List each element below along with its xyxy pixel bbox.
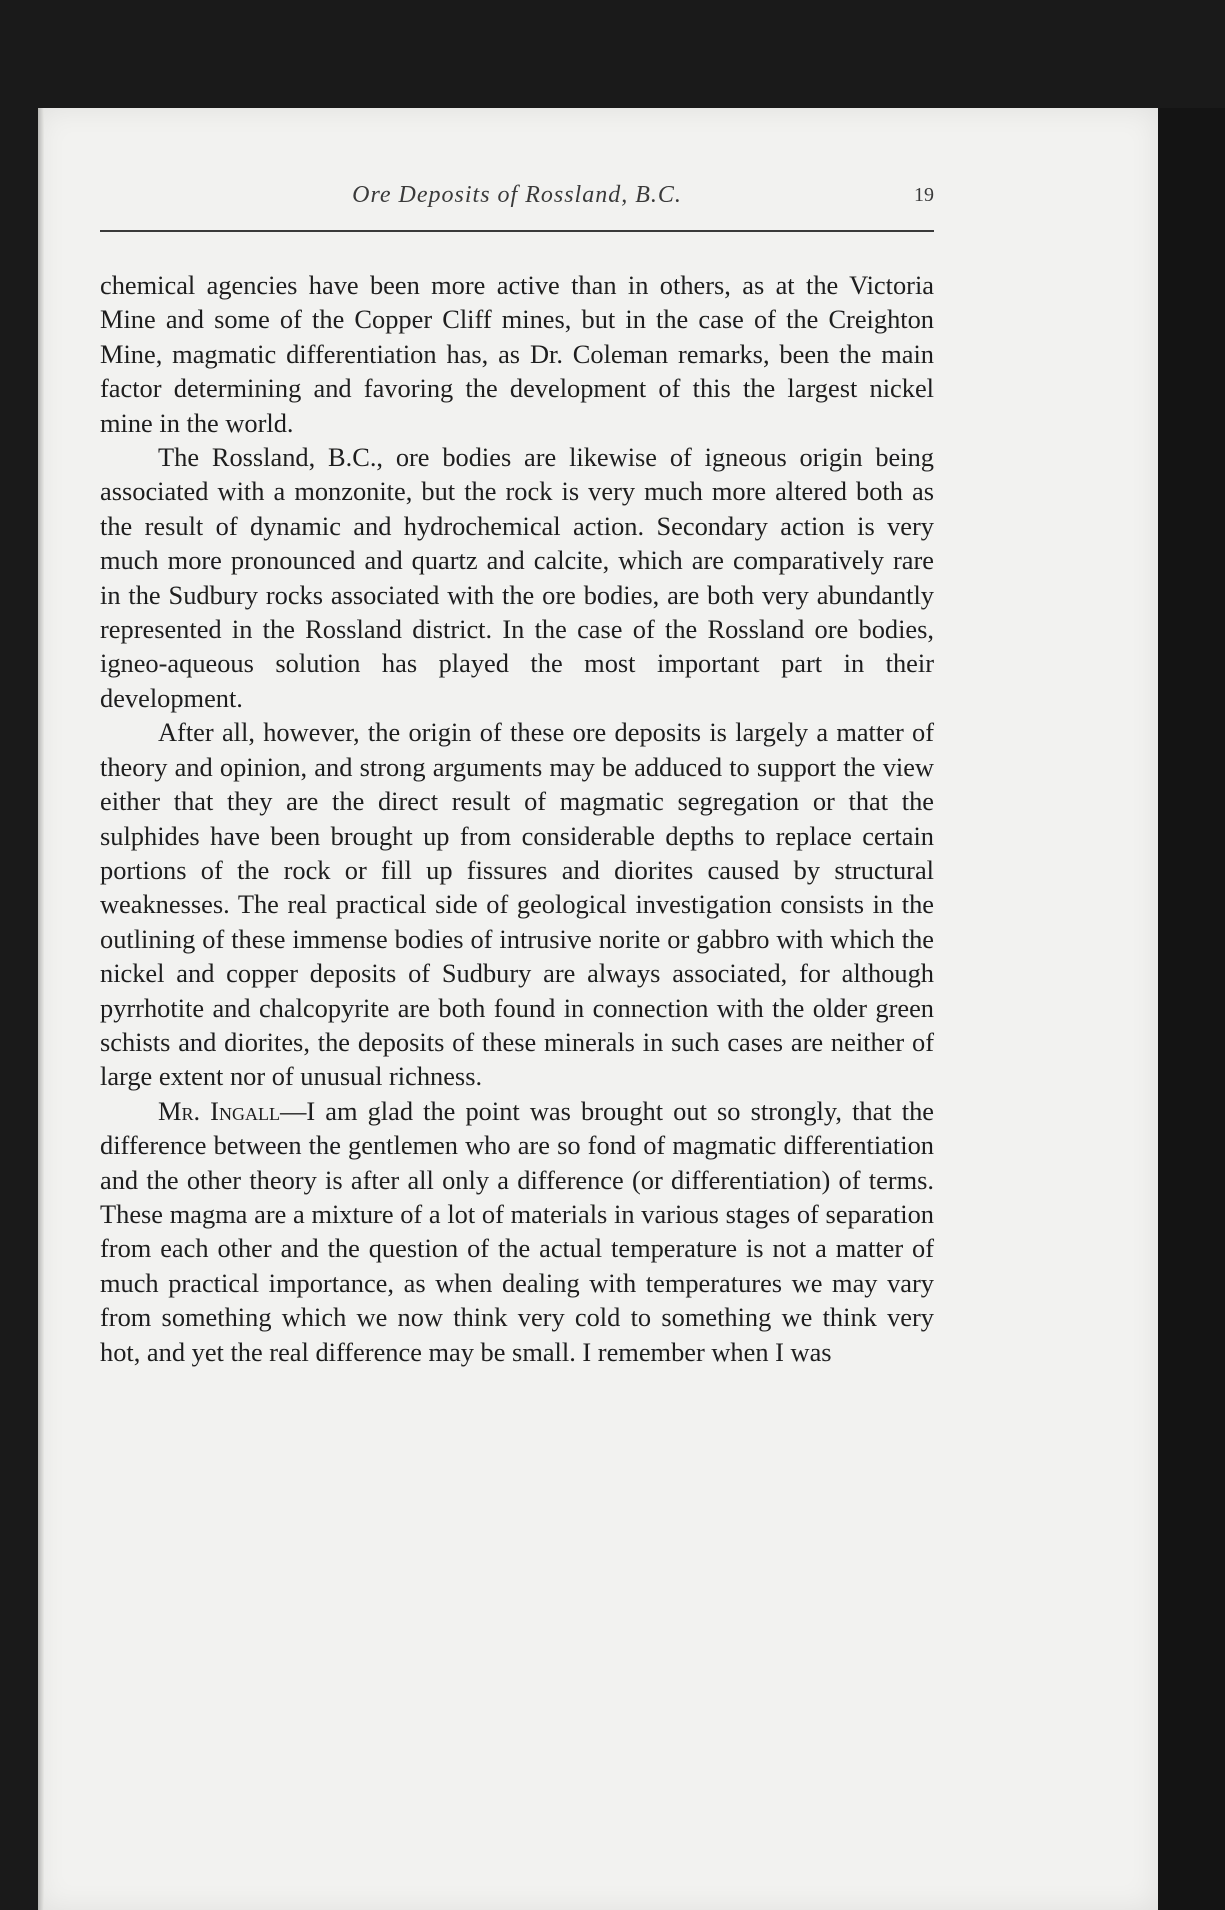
speaker-name: Mr. Ingall [158,1095,280,1126]
paragraph-4 [100,1094,934,1369]
scan-margin-dark [1158,108,1225,1910]
body-text [100,268,934,1369]
running-title: Ore Deposits of Rossland, B.C. [352,182,682,208]
page-binding-edge [38,108,44,1910]
paragraph-2: The Rossland, B.C., ore bodies are likewise of igneous origin being associated with a monzonite, but the rock is very much more altered both as the result of dynamic and hydrochemical action. Secondary action is very much more pronounced and quartz and calcite, which are comparatively rare in the Sudbury rocks associated with the ore bodies, are both very abundantly represented in the Rossland district. In the case of the Rossland ore bodies, igneo-aqueous solution has played the most important part in their development. [100,442,934,713]
paragraph-3: After all, however, the origin of these ore deposits is largely a matter of theory and opinion, and strong arguments may be adduced to support the view either that they are the direct result of magmatic segregation or that the sulphides have been brought up from considerable depths to replace certain portions of the rock or fill up fissures and diorites caused by structural weaknesses. The real practical side of geological investigation consists in the outlining of these immense bodies of intrusive norite or gabbro with which the nickel and copper deposits of Sudbury are always associated, for although pyrrhotite and chalcopyrite are both found in connection with the older green schists and diorites, the deposits of these minerals in such cases are neither of large extent nor of unusual richness. [100,717,934,1092]
header-rule [100,230,934,232]
paragraph-4-text: —I am glad the point was brought out so strongly, that the difference between the gentlemen who are so fond of magmatic differentiation and the other theory is after all only a difference (or differentiation) of terms. These magma are a mixture of a lot of materials in various stages of separation from each other and the question of the actual temperature is not a matter of much practical importance, as when dealing with temperatures we may vary from something which we now think very cold to something we think very hot, and yet the real difference may be small. I remember when I was [100,1095,934,1367]
running-header [100,176,934,216]
paragraph-1: chemical agencies have been more active than in others, as at the Victoria Mine and some of the Copper Cliff mines, but in the case of the Creighton Mine, magmatic differentiation has, as Dr. Coleman remarks, been the main factor determining and favoring the development of this the largest nickel mine in the world. [100,270,934,438]
page-number: 19 [914,184,934,206]
